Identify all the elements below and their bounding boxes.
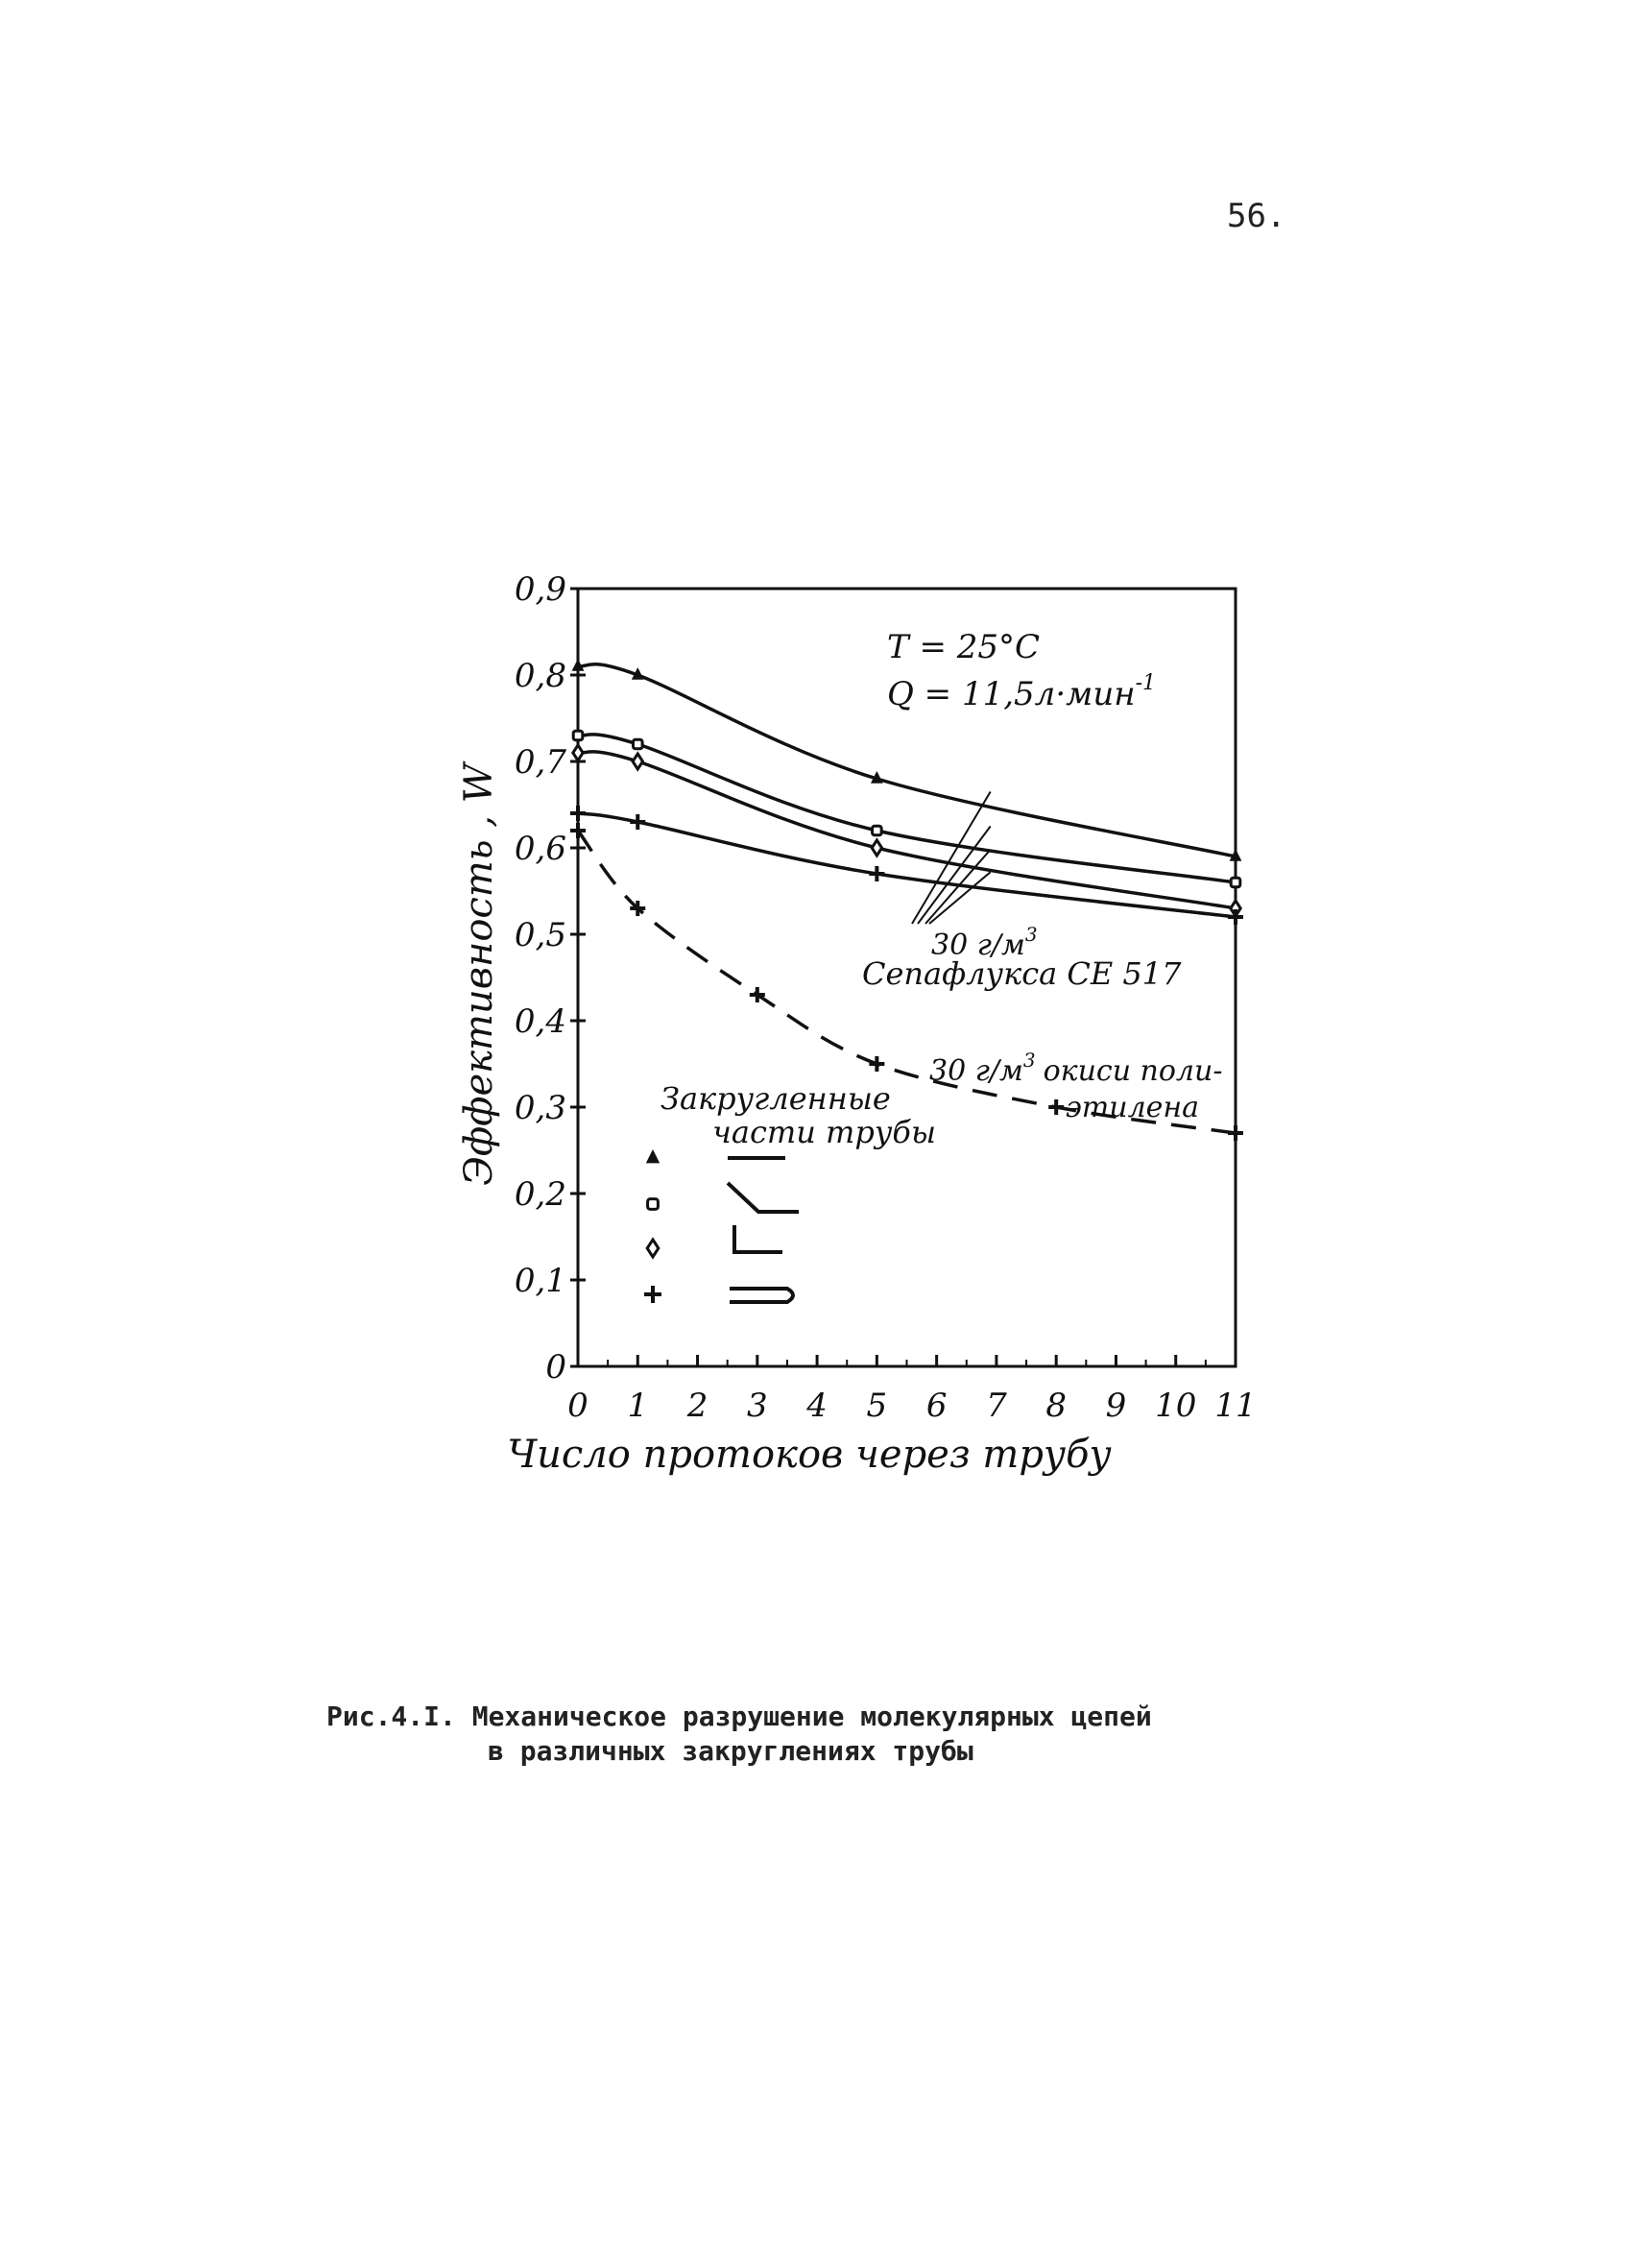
x-tick-label: 10 xyxy=(1155,1387,1197,1425)
legend-marker-triangle xyxy=(646,1149,660,1163)
legend-pipe-bend xyxy=(728,1183,799,1212)
x-tick-label: 5 xyxy=(866,1387,888,1425)
data-point-plus xyxy=(570,806,586,821)
series-line-2 xyxy=(578,735,1236,882)
x-tick-label: 3 xyxy=(746,1387,768,1425)
sepaflux-dose: 30 г/м xyxy=(931,929,1025,962)
y-tick-label: 0,1 xyxy=(514,1262,566,1300)
x-tick-label: 11 xyxy=(1214,1387,1257,1425)
y-tick-label: 0,2 xyxy=(514,1175,566,1214)
y-tick-label: 0,9 xyxy=(514,570,566,609)
x-tick-label: 9 xyxy=(1105,1387,1127,1425)
x-tick-label: 8 xyxy=(1045,1387,1068,1425)
x-axis-label: Число протоков через трубу xyxy=(507,1433,1112,1477)
data-point-plus xyxy=(869,1056,884,1072)
y-tick-label: 0,6 xyxy=(514,830,566,868)
legend-marker-diamond xyxy=(647,1240,659,1257)
y-tick-label: 0,5 xyxy=(514,916,566,954)
legend-title-line2: части трубы xyxy=(712,1114,937,1150)
data-point-square xyxy=(633,739,642,749)
legend-pipe-right-angle xyxy=(734,1225,782,1252)
data-point-plus xyxy=(1048,1099,1064,1115)
y-tick-label: 0,8 xyxy=(514,657,566,695)
data-point-diamond xyxy=(633,754,642,769)
y-tick-label: 0 xyxy=(545,1348,566,1387)
peo-dose: 30 г/м xyxy=(929,1054,1023,1088)
x-tick-label: 1 xyxy=(627,1387,649,1425)
y-tick-label: 0,4 xyxy=(514,1002,566,1041)
legend-pipe-u-turn xyxy=(730,1289,793,1302)
legend-marker-plus xyxy=(644,1286,661,1303)
data-point-plus xyxy=(630,814,645,830)
caption-line1: Рис.4.I. Механическое разрушение молекулярных цепей xyxy=(326,1701,1152,1732)
data-point-plus xyxy=(1228,1125,1243,1141)
y-axis-label: Эффективность , W xyxy=(457,763,501,1186)
caption-line2: в различных закруглениях трубы xyxy=(488,1735,973,1767)
y-tick-label: 0,7 xyxy=(514,743,566,782)
data-point-square xyxy=(573,731,583,740)
legend-marker-square xyxy=(648,1199,659,1210)
x-tick-label: 4 xyxy=(806,1387,828,1425)
sepaflux-dose-exponent: 3 xyxy=(1024,923,1038,946)
temperature-label: T = 25°C xyxy=(887,628,1041,666)
peo-label-line2: этилена xyxy=(1066,1091,1200,1124)
legend xyxy=(644,1149,799,1303)
legend-title-line1: Закругленные xyxy=(660,1080,891,1117)
data-point-square xyxy=(1231,878,1240,887)
page-number: 56. xyxy=(1227,197,1286,235)
series-line-4 xyxy=(578,813,1236,917)
peo-name-part1: окиси поли- xyxy=(1043,1054,1223,1088)
y-tick-label: 0,3 xyxy=(514,1089,566,1127)
x-tick-label: 6 xyxy=(925,1387,948,1425)
peo-label-line1 xyxy=(929,1049,1223,1088)
data-point-plus xyxy=(869,866,884,881)
figure-caption xyxy=(326,1700,1286,1769)
data-point-diamond xyxy=(872,840,881,856)
flow-exponent: -1 xyxy=(1135,671,1157,695)
flow-text: Q = 11,5л·мин xyxy=(887,675,1136,713)
data-point-diamond xyxy=(573,745,583,760)
x-tick-label: 2 xyxy=(686,1387,708,1425)
sepaflux-label-line2: Сепафлукса СЕ 517 xyxy=(862,955,1182,992)
data-point-square xyxy=(873,826,882,835)
peo-dose-exponent: 3 xyxy=(1022,1049,1036,1072)
x-tick-label: 0 xyxy=(567,1387,588,1425)
data-point-plus xyxy=(1228,909,1243,925)
x-tick-label: 7 xyxy=(986,1387,1007,1425)
flow-label xyxy=(887,671,1156,713)
